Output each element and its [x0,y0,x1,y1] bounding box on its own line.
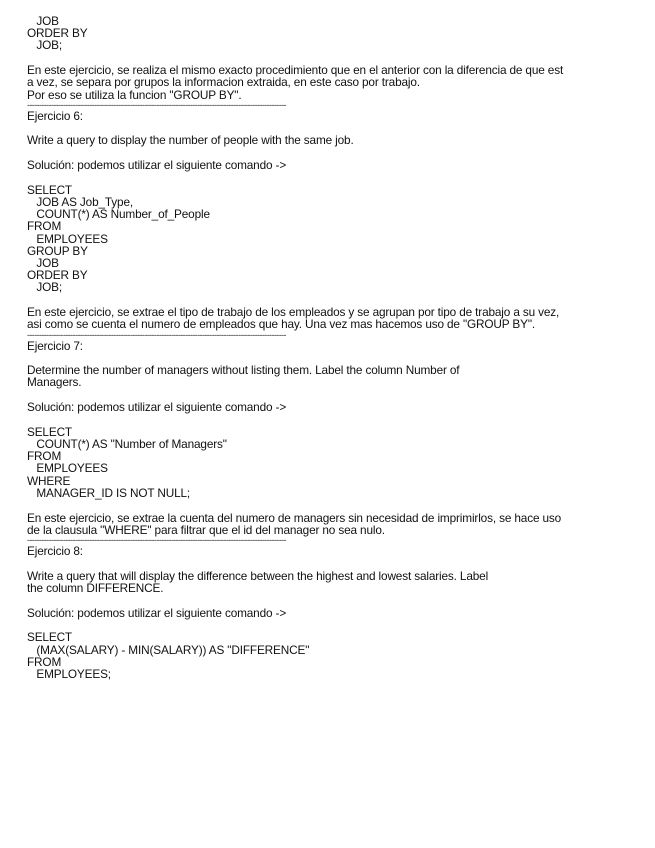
exercise-prompt: Determine the number of managers without listing them. Label the column Number of [27,363,460,378]
code-line: FROM [27,654,62,669]
code-line: EMPLOYEES [27,231,108,246]
exercise-title: Ejercicio 7: [27,338,83,353]
sql-code-block [27,184,647,294]
explanation-line: asi como se cuenta el numero de empleados que hay. Una vez mas hacemos uso de "GROUP BY". [27,317,536,332]
explanation-line: En este ejercicio, se extrae el tipo de trabajo de los empleados y se agrupan por tipo de trabajo a su vez, [27,305,560,320]
code-line: EMPLOYEES [27,461,108,476]
code-line: (MAX(SALARY) - MIN(SALARY)) AS "DIFFERENCE" [27,642,310,657]
sql-code-block [27,631,647,680]
exercise-prompt: Write a query that will display the difference between the highest and lowest salaries. Label [27,568,489,583]
code-line: JOB [27,256,59,271]
exercise-prompt: Managers. [27,375,82,390]
code-line: SELECT [27,424,72,439]
code-line: JOB AS Job_Type, [27,195,134,210]
previous-code-tail [27,15,647,52]
code-line: FROM [27,449,62,464]
exercise-prompt: the column DIFFERENCE. [27,580,164,595]
separator-line: ------------------------------------------------------------------------------------------------------------ [27,536,286,545]
code-line: EMPLOYEES; [27,666,111,681]
paragraph-line: En este ejercicio, se realiza el mismo exacto procedimiento que en el anterior con la diferencia de que est [27,63,564,78]
explanation-line: de la clausula "WHERE" para filtrar que el id del manager no sea nulo. [27,522,385,537]
exercise-8 [27,545,647,680]
code-line: WHERE [27,473,71,488]
solution-intro: Solución: podemos utilizar el siguiente comando -> [27,605,287,620]
sql-code-block [27,426,647,499]
solution-intro: Solución: podemos utilizar el siguiente comando -> [27,158,287,173]
code-line: MANAGER_ID IS NOT NULL; [27,485,191,500]
paragraph-line: a vez, se separa por grupos la informacion extraida, en este caso por trabajo. [27,75,420,90]
exercise-title: Ejercicio 8: [27,544,83,558]
code-line: SELECT [27,630,72,645]
code-line: COUNT(*) AS "Number of Managers" [27,437,227,452]
exercise-6 [27,110,647,331]
explanation-line: En este ejercicio, se extrae la cuenta del numero de managers sin necesidad de imprimirlos, se hace uso [27,510,562,525]
paragraph-line: Por eso se utiliza la funcion "GROUP BY". [27,87,242,102]
exercise-title: Ejercicio 6: [27,108,83,123]
code-line: SELECT [27,182,72,197]
code-line: JOB; [27,280,63,295]
exercise-7 [27,340,647,536]
code-line: JOB; [27,38,63,53]
document-page [27,15,647,680]
previous-explanation [27,64,647,101]
solution-intro: Solución: podemos utilizar el siguiente comando -> [27,400,287,415]
separator-line: ------------------------------------------------------------------------------------------------------------ [27,100,286,110]
code-line: COUNT(*) AS Number_of_People [27,207,210,222]
code-line: JOB [27,14,59,28]
code-line: ORDER BY [27,26,88,41]
code-line: GROUP BY [27,243,88,258]
code-line: ORDER BY [27,268,88,283]
separator-line: ------------------------------------------------------------------------------------------------------------ [27,330,286,340]
exercise-prompt: Write a query to display the number of people with the same job. [27,133,354,148]
code-line: FROM [27,219,62,234]
